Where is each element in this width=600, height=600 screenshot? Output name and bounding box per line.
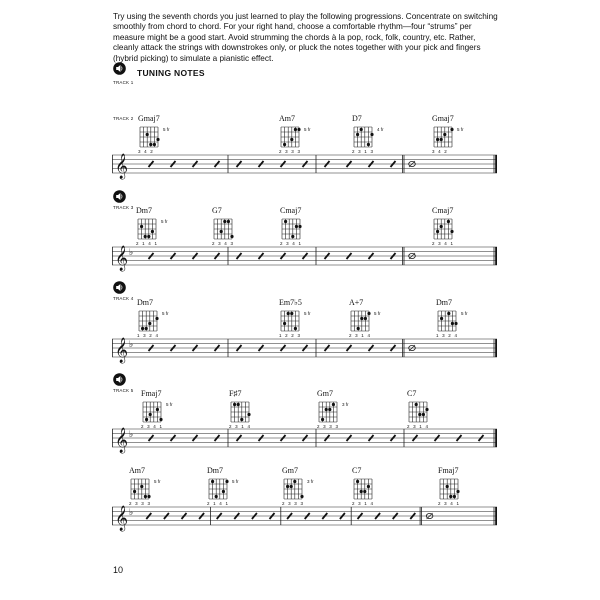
fingering-text: 2 3 3 3 xyxy=(279,149,302,154)
chord-name: Dm7 xyxy=(436,298,452,307)
chord-name: Fmaj7 xyxy=(438,466,459,475)
chord-grid xyxy=(407,400,429,424)
chord-name: Cmaj7 xyxy=(280,206,302,215)
speaker-icon[interactable] xyxy=(113,281,126,294)
tuning-notes-heading: TUNING NOTES xyxy=(137,68,205,78)
finger-dot xyxy=(449,495,452,498)
fret-number: 5 fr xyxy=(154,479,161,484)
treble-clef-icon: 𝄞 xyxy=(115,246,129,271)
fret-number: 5 fr xyxy=(461,311,468,316)
chord-name: F♯7 xyxy=(229,389,242,398)
fret-number: 5 fr xyxy=(161,219,168,224)
finger-dot xyxy=(447,220,450,223)
fret-number: 5 fr xyxy=(232,479,239,484)
chord-name: Em7♭5 xyxy=(279,298,302,307)
finger-dot xyxy=(332,403,335,406)
chord-grid xyxy=(279,309,301,333)
chord-name: Gm7 xyxy=(317,389,333,398)
finger-dot xyxy=(145,418,148,421)
finger-dot xyxy=(133,490,136,493)
chord-grid xyxy=(141,400,163,424)
finger-dot xyxy=(141,327,144,330)
intro-paragraph: Try using the seventh chords you just learned to play the following progressions. Concentrate on switching smoothly from chord to chord. For your right hand, choose a comfortable rhythm—four “strums” per measure might be a good start. Avoid strumming the chords à la pop, rock, folk, country, etc. Rather, cleanly attack the strings with downstrokes only, or pluck the notes together with your pick and fingers (hybrid picking) to simulate a pianistic effect. xyxy=(113,12,498,63)
fret-number: 5 fr xyxy=(457,127,464,132)
fret-number: 4 fr xyxy=(377,127,384,132)
fingering-text: 2 3 1 4 xyxy=(349,333,372,338)
chord-grid xyxy=(129,477,151,501)
finger-dot xyxy=(240,418,243,421)
fret-number: 5 fr xyxy=(162,311,169,316)
finger-dot xyxy=(370,133,373,136)
finger-dot xyxy=(284,220,287,223)
music-staff xyxy=(112,150,497,180)
finger-dot xyxy=(147,495,150,498)
chord-name: G7 xyxy=(212,206,222,215)
speaker-icon[interactable] xyxy=(113,190,126,203)
fret-number: 3 fr xyxy=(342,402,349,407)
finger-dot xyxy=(443,133,446,136)
treble-clef-icon: 𝄞 xyxy=(115,154,129,179)
finger-dot xyxy=(440,317,443,320)
key-signature: ♭ xyxy=(129,508,134,518)
track-label: TRACK 2 xyxy=(113,116,134,121)
finger-dot xyxy=(440,138,443,141)
chord-name: C7 xyxy=(352,466,362,475)
key-signature: ♭ xyxy=(129,340,134,350)
track-label: TRACK 4 xyxy=(113,296,134,301)
finger-dot xyxy=(450,230,453,233)
finger-dot xyxy=(146,133,149,136)
finger-dot xyxy=(422,413,425,416)
fingering-text: 1 3 2 4 xyxy=(436,333,459,338)
finger-dot xyxy=(144,495,147,498)
finger-dot xyxy=(298,225,301,228)
chord-grid xyxy=(282,477,304,501)
finger-dot xyxy=(325,408,328,411)
fingering-text: 2 3 4 1 xyxy=(280,241,303,246)
music-staff xyxy=(112,424,497,454)
chord-grid xyxy=(137,309,159,333)
finger-dot xyxy=(447,312,450,315)
finger-dot xyxy=(283,143,286,146)
finger-dot xyxy=(237,403,240,406)
chord-grid xyxy=(138,125,160,149)
finger-dot xyxy=(360,490,363,493)
finger-dot xyxy=(233,403,236,406)
chord-name: Am7 xyxy=(129,466,145,475)
finger-dot xyxy=(297,128,300,131)
fingering-text: 2 3 1 4 xyxy=(407,424,430,429)
fingering-text: 1 2 2 3 xyxy=(279,333,302,338)
finger-dot xyxy=(153,143,156,146)
finger-dot xyxy=(140,485,143,488)
finger-dot xyxy=(436,138,439,141)
finger-dot xyxy=(286,485,289,488)
chord-name: D7 xyxy=(352,114,362,123)
fingering-text: 2 3 4 1 xyxy=(432,241,455,246)
finger-dot xyxy=(159,418,162,421)
finger-dot xyxy=(446,485,449,488)
chord-grid xyxy=(136,217,158,241)
fingering-text: 2 3 1 4 xyxy=(352,501,375,506)
finger-dot xyxy=(144,235,147,238)
finger-dot xyxy=(356,133,359,136)
finger-dot xyxy=(149,413,152,416)
key-signature: ♭ xyxy=(129,430,134,440)
fret-number: 3 fr xyxy=(307,479,314,484)
key-signature: ♭ xyxy=(129,248,134,258)
chord-grid xyxy=(207,477,229,501)
finger-dot xyxy=(230,235,233,238)
finger-dot xyxy=(321,418,324,421)
chord-name: Dm7 xyxy=(136,206,152,215)
finger-dot xyxy=(283,322,286,325)
finger-dot xyxy=(300,495,303,498)
finger-dot xyxy=(225,480,228,483)
finger-dot xyxy=(360,128,363,131)
finger-dot xyxy=(290,312,293,315)
music-staff xyxy=(112,242,497,272)
fingering-text: 2 3 1 3 xyxy=(352,149,375,154)
fingering-text: 2 3 4 3 xyxy=(212,241,235,246)
finger-dot xyxy=(148,322,151,325)
finger-dot xyxy=(147,235,150,238)
chord-grid xyxy=(212,217,234,241)
finger-dot xyxy=(328,408,331,411)
finger-dot xyxy=(156,408,159,411)
fingering-text: 2 3 3 3 xyxy=(317,424,340,429)
chord-name: A+7 xyxy=(349,298,364,307)
fingering-text: 2 3 4 1 xyxy=(141,424,164,429)
track-label: TRACK 3 xyxy=(113,205,134,210)
chord-grid xyxy=(432,125,454,149)
chord-grid xyxy=(352,125,374,149)
fret-number: 5 fr xyxy=(163,127,170,132)
chord-grid xyxy=(317,400,339,424)
treble-clef-icon: 𝄞 xyxy=(115,428,129,453)
chord-name: Fmaj7 xyxy=(141,389,162,398)
finger-dot xyxy=(211,480,214,483)
chord-name: Gmaj7 xyxy=(432,114,454,123)
fret-number: 5 fr xyxy=(374,311,381,316)
fingering-text: 2 3 3 3 xyxy=(282,501,305,506)
page-number: 10 xyxy=(113,565,124,575)
fingering-text: 2 1 4 1 xyxy=(207,501,230,506)
speaker-icon[interactable] xyxy=(113,373,126,386)
finger-dot xyxy=(155,317,158,320)
track-label: TRACK 5 xyxy=(113,388,134,393)
chord-name: C7 xyxy=(407,389,417,398)
finger-dot xyxy=(290,138,293,141)
fingering-text: 2 3 3 3 xyxy=(129,501,152,506)
finger-dot xyxy=(223,220,226,223)
finger-dot xyxy=(454,322,457,325)
finger-dot xyxy=(436,230,439,233)
finger-dot xyxy=(367,143,370,146)
finger-dot xyxy=(140,225,143,228)
finger-dot xyxy=(156,138,159,141)
finger-dot xyxy=(357,327,360,330)
fingering-text: 2 3 4 1 xyxy=(438,501,461,506)
finger-dot xyxy=(364,317,367,320)
finger-dot xyxy=(151,230,154,233)
fingering-text: 2 3 1 4 xyxy=(229,424,252,429)
finger-dot xyxy=(453,495,456,498)
fret-number: 5 fr xyxy=(304,311,311,316)
finger-dot xyxy=(440,225,443,228)
finger-dot xyxy=(415,403,418,406)
fingering-text: 3 4 2 xyxy=(432,149,449,154)
chord-grid xyxy=(279,125,301,149)
finger-dot xyxy=(360,317,363,320)
finger-dot xyxy=(215,495,218,498)
fret-number: 5 fr xyxy=(304,127,311,132)
finger-dot xyxy=(287,312,290,315)
finger-dot xyxy=(367,312,370,315)
chord-name: Cmaj7 xyxy=(432,206,454,215)
fingering-text: 3 4 2 xyxy=(138,149,155,154)
chord-grid xyxy=(436,309,458,333)
chord-name: Dm7 xyxy=(207,466,223,475)
chord-grid xyxy=(349,309,371,333)
chord-name: Gmaj7 xyxy=(138,114,160,123)
fret-number: 5 fr xyxy=(166,402,173,407)
finger-dot xyxy=(290,485,293,488)
speaker-icon[interactable] xyxy=(113,62,126,75)
treble-clef-icon: 𝄞 xyxy=(115,506,129,531)
chord-grid xyxy=(229,400,251,424)
finger-dot xyxy=(145,327,148,330)
finger-dot xyxy=(356,480,359,483)
finger-dot xyxy=(291,235,294,238)
finger-dot xyxy=(222,490,225,493)
chord-grid xyxy=(438,477,460,501)
finger-dot xyxy=(247,413,250,416)
finger-dot xyxy=(450,128,453,131)
treble-clef-icon: 𝄞 xyxy=(115,338,129,363)
music-staff xyxy=(112,334,497,364)
chord-name: Dm7 xyxy=(137,298,153,307)
fingering-text: 1 3 2 4 xyxy=(137,333,160,338)
finger-dot xyxy=(294,327,297,330)
finger-dot xyxy=(367,485,370,488)
fingering-text: 2 1 4 1 xyxy=(136,241,159,246)
finger-dot xyxy=(456,490,459,493)
finger-dot xyxy=(294,128,297,131)
finger-dot xyxy=(363,490,366,493)
chord-grid xyxy=(352,477,374,501)
finger-dot xyxy=(451,322,454,325)
chord-grid xyxy=(432,217,454,241)
music-staff xyxy=(112,502,497,532)
finger-dot xyxy=(227,220,230,223)
chord-name: Am7 xyxy=(279,114,295,123)
chord-name: Gm7 xyxy=(282,466,298,475)
track-label: TRACK 1 xyxy=(113,80,134,85)
chord-grid xyxy=(280,217,302,241)
finger-dot xyxy=(295,225,298,228)
finger-dot xyxy=(293,480,296,483)
finger-dot xyxy=(220,230,223,233)
finger-dot xyxy=(418,413,421,416)
finger-dot xyxy=(149,143,152,146)
finger-dot xyxy=(425,408,428,411)
